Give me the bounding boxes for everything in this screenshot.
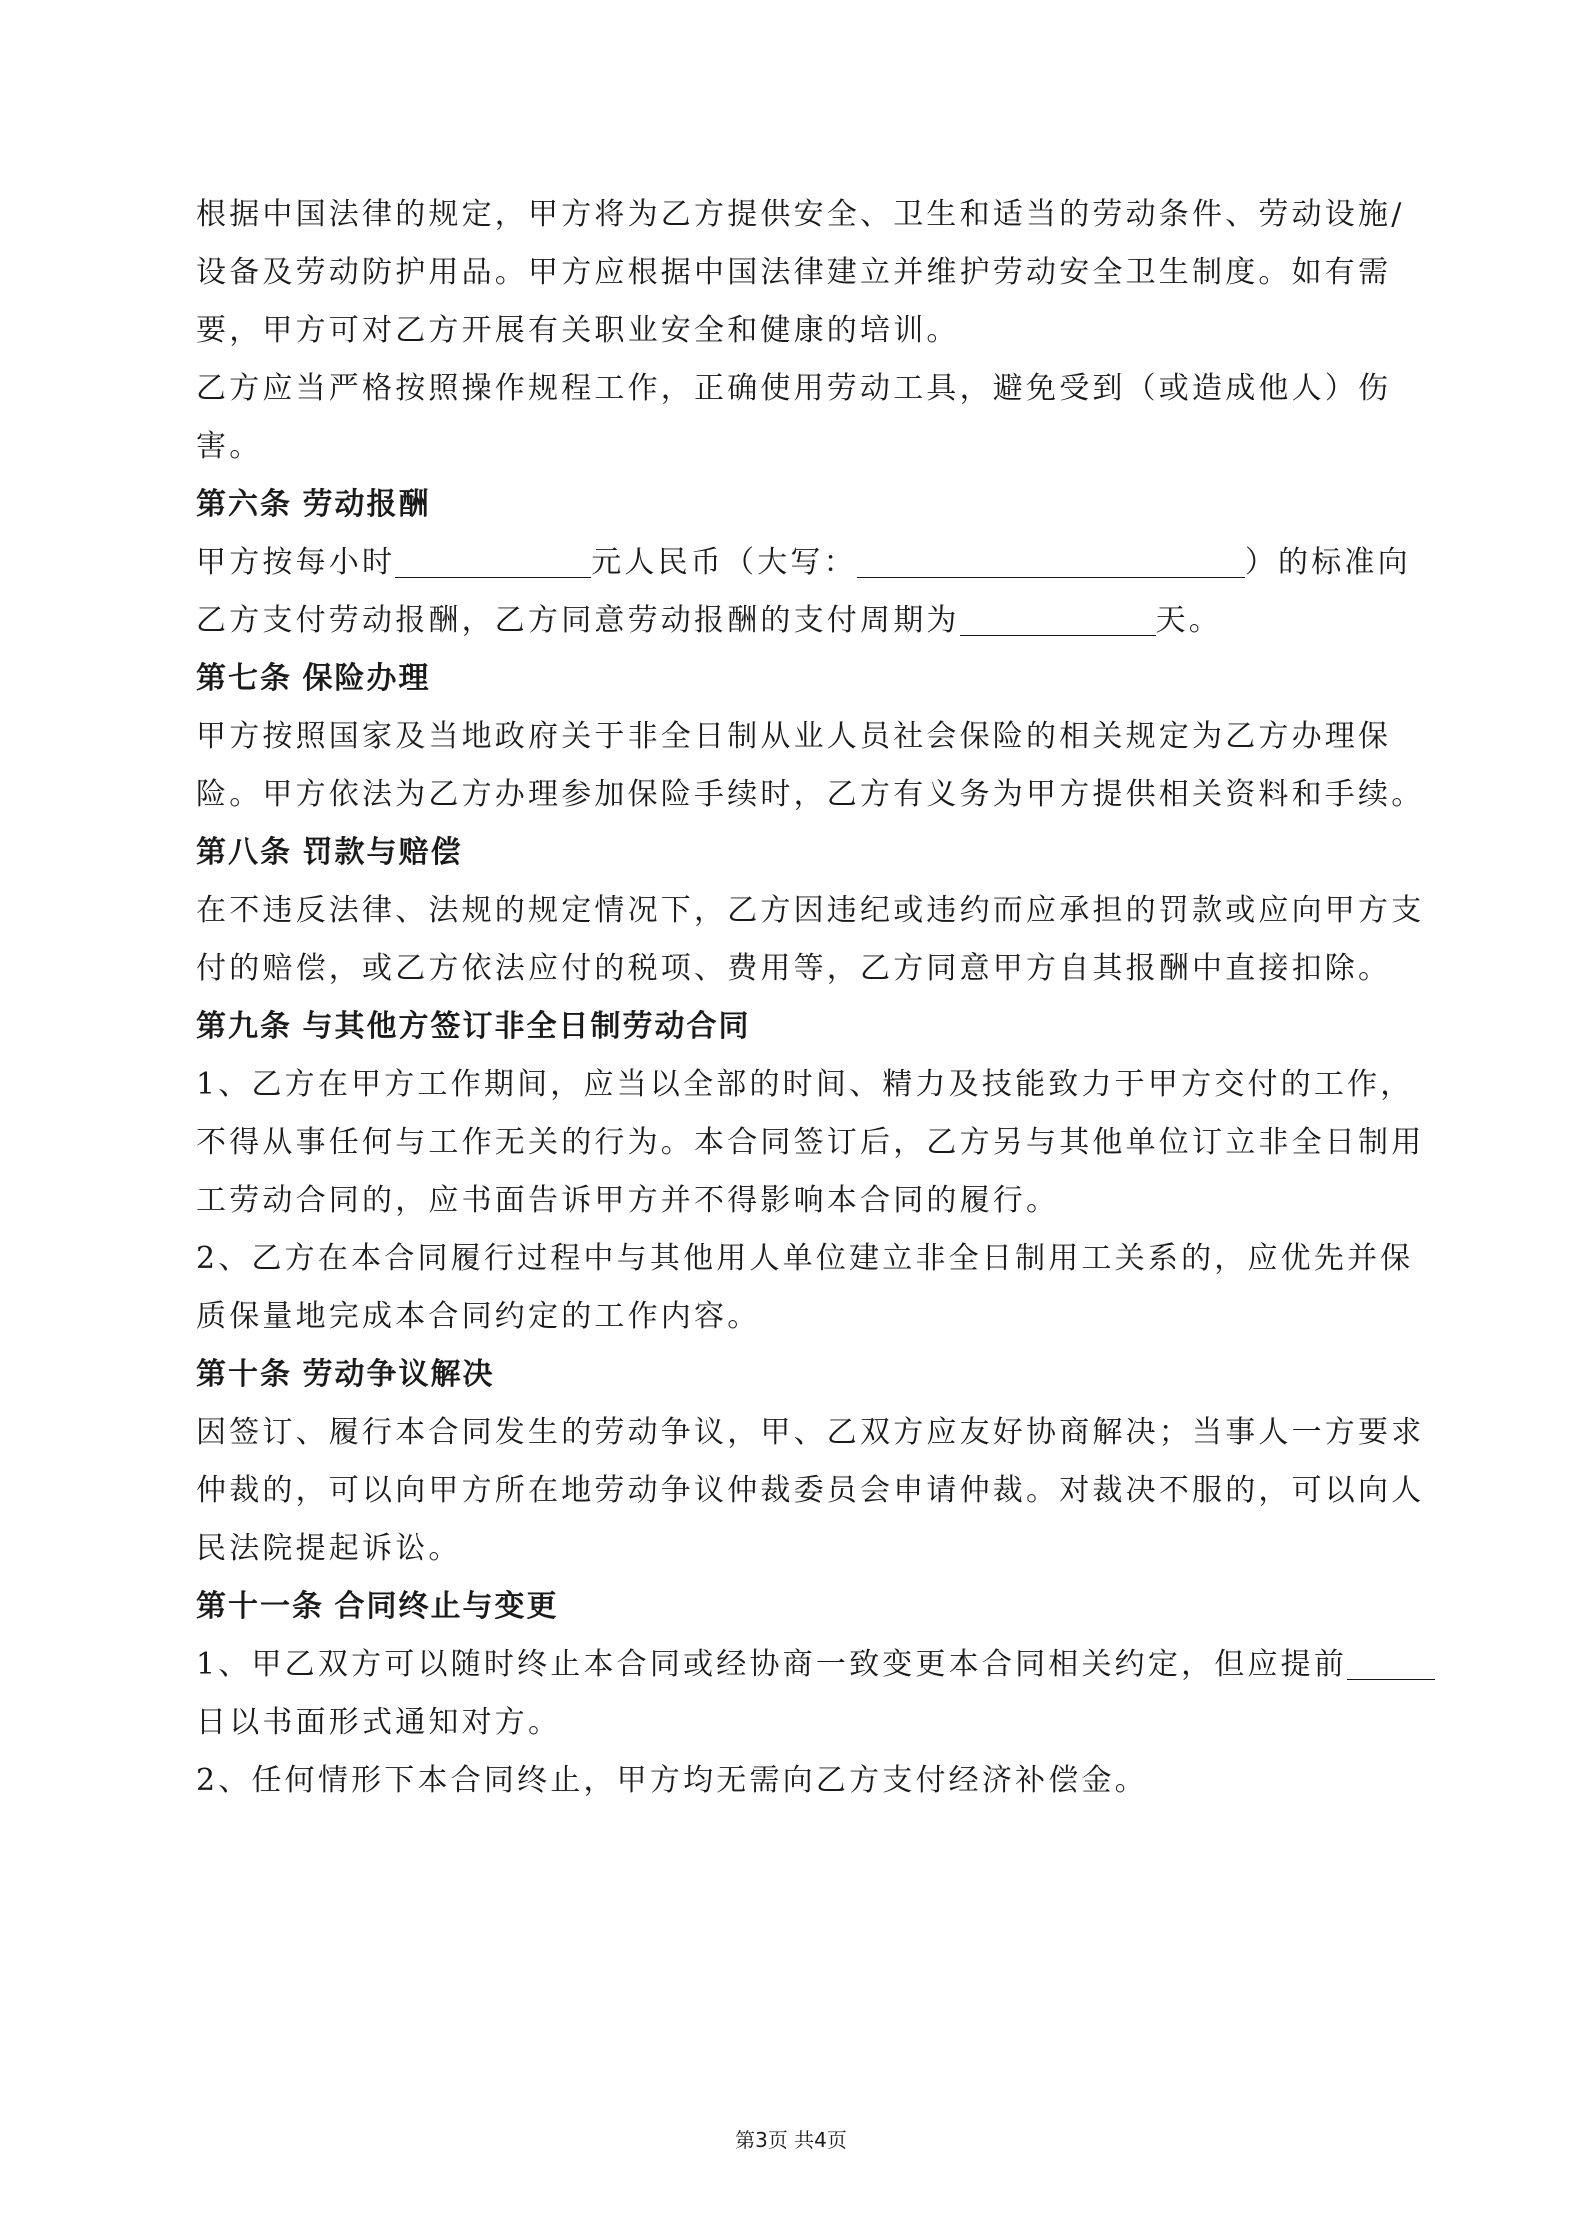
text-segment: 乙方支付劳动报酬，乙方同意劳动报酬的支付周期为 [196, 603, 960, 638]
paragraph-line: 因签订、履行本合同发生的劳动争议，甲、乙双方应友好协商解决；当事人一方要求 [196, 1415, 1425, 1450]
paragraph-line: 2、乙方在本合同履行过程中与其他用人单位建立非全日制用工关系的，应优先并保 [196, 1241, 1414, 1276]
heading-number: 第八条 [196, 835, 292, 870]
paragraph-line: 险。甲方依法为乙方办理参加保险手续时，乙方有义务为甲方提供相关资料和手续。 [196, 777, 1425, 812]
heading-title: 劳动争议解决 [302, 1357, 495, 1392]
section-heading-article-6 [196, 476, 1396, 534]
notice-days-blank[interactable] [1347, 1645, 1435, 1680]
heading-title: 合同终止与变更 [334, 1589, 559, 1624]
paragraph-line: 害。 [196, 429, 263, 464]
hourly-rate-blank[interactable] [395, 543, 591, 578]
heading-number: 第十一条 [196, 1589, 324, 1624]
paragraph-line [196, 1636, 1396, 1694]
section-heading-article-7 [196, 650, 1396, 708]
rate-in-words-blank[interactable] [857, 543, 1245, 578]
section-heading-article-11 [196, 1578, 1396, 1636]
paragraph-line: 2、任何情形下本合同终止，甲方均无需向乙方支付经济补偿金。 [196, 1763, 1148, 1798]
heading-title: 与其他方签订非全日制劳动合同 [302, 1009, 751, 1044]
heading-title: 劳动报酬 [302, 487, 431, 522]
paragraph-line: 设备及劳动防护用品。甲方应根据中国法律建立并维护劳动安全卫生制度。如有需 [196, 255, 1392, 290]
paragraph-line: 付的赔偿，或乙方依法应付的税项、费用等，乙方同意甲方自其报酬中直接扣除。 [196, 951, 1392, 986]
paragraph-line [196, 592, 1396, 650]
paragraph-line: 质保量地完成本合同约定的工作内容。 [196, 1299, 761, 1334]
paragraph-line [196, 534, 1411, 592]
heading-title: 保险办理 [302, 661, 431, 696]
paragraph-line: 要，甲方可对乙方开展有关职业安全和健康的培训。 [196, 313, 960, 348]
heading-number: 第六条 [196, 487, 292, 522]
heading-number: 第七条 [196, 661, 292, 696]
payment-cycle-blank[interactable] [960, 601, 1156, 636]
paragraph-line: 仲裁的，可以向甲方所在地劳动争议仲裁委员会申请仲裁。对裁决不服的，可以向人 [196, 1473, 1425, 1508]
section-heading-article-8 [196, 824, 1396, 882]
paragraph-line: 日以书面形式通知对方。 [196, 1705, 562, 1740]
text-segment: 天。 [1155, 603, 1223, 638]
paragraph-line: 工劳动合同的，应书面告诉甲方并不得影响本合同的履行。 [196, 1183, 1060, 1218]
paragraph-line: 甲方按照国家及当地政府关于非全日制从业人员社会保险的相关规定为乙方办理保 [196, 719, 1392, 754]
paragraph-line: 根据中国法律的规定，甲方将为乙方提供安全、卫生和适当的劳动条件、劳动设施/ [196, 197, 1405, 232]
section-heading-article-9 [196, 998, 1396, 1056]
heading-number: 第十条 [196, 1357, 292, 1392]
paragraph-line: 乙方应当严格按照操作规程工作，正确使用劳动工具，避免受到（或造成他人）伤 [196, 371, 1392, 406]
page-number-footer: 第3页 共4页 [735, 2128, 847, 2152]
heading-number: 第九条 [196, 1009, 292, 1044]
paragraph-line: 1、乙方在甲方工作期间，应当以全部的时间、精力及技能致力于甲方交付的工作， [196, 1067, 1414, 1102]
text-segment: 甲方按每小时 [196, 545, 396, 580]
text-segment: 元人民币（大写： [591, 545, 857, 580]
paragraph-line: 民法院提起诉讼。 [196, 1531, 462, 1566]
text-segment: 1、甲乙双方可以随时终止本合同或经协商一致变更本合同相关约定，但应提前 [196, 1647, 1348, 1682]
heading-title: 罚款与赔偿 [302, 835, 463, 870]
text-segment: ）的标准向 [1244, 545, 1411, 580]
paragraph-line: 在不违反法律、法规的规定情况下，乙方因违纪或违约而应承担的罚款或应向甲方支 [196, 893, 1425, 928]
section-heading-article-10 [196, 1346, 1396, 1404]
paragraph-line: 不得从事任何与工作无关的行为。本合同签订后，乙方另与其他单位订立非全日制用 [196, 1125, 1425, 1160]
contract-page-body [196, 186, 1425, 1810]
